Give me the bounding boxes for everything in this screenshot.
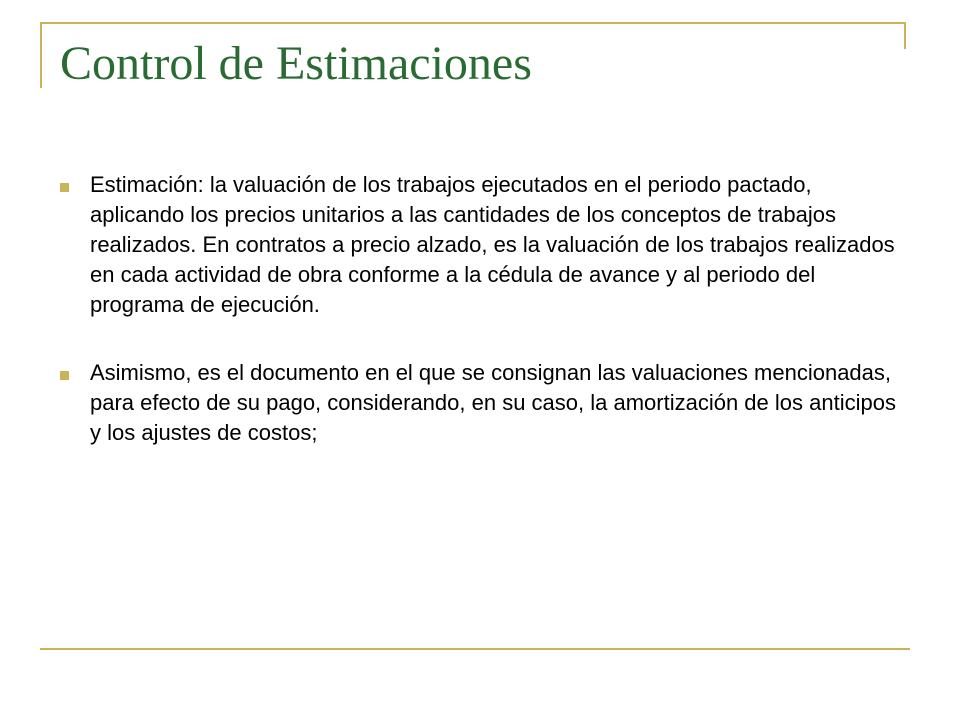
slide-title: Control de Estimaciones bbox=[60, 37, 532, 90]
square-bullet-icon bbox=[60, 183, 69, 192]
bullet-item bbox=[58, 170, 908, 320]
frame-left-rule bbox=[40, 22, 42, 88]
frame-right-rule bbox=[904, 22, 906, 49]
square-bullet-icon bbox=[60, 371, 69, 380]
bullet-text: Asimismo, es el documento en el que se consignan las valuaciones mencionadas, para efecto de su pago, considerando, en su caso, la amortización de los anticipos y los ajustes de costos; bbox=[90, 360, 896, 445]
frame-bottom-rule bbox=[40, 648, 910, 650]
bullet-list bbox=[58, 170, 908, 486]
bullet-item bbox=[58, 358, 908, 448]
bullet-text: Estimación: la valuación de los trabajos ejecutados en el periodo pactado, aplicando los precios unitarios a las cantidades de los conceptos de trabajos realizados. En contratos a precio alzado, es la valuación de los trabajos realizados en cada actividad de obra conforme a la cédula de avance y al periodo del programa de ejecución. bbox=[90, 172, 895, 317]
frame-top-rule bbox=[40, 22, 906, 24]
